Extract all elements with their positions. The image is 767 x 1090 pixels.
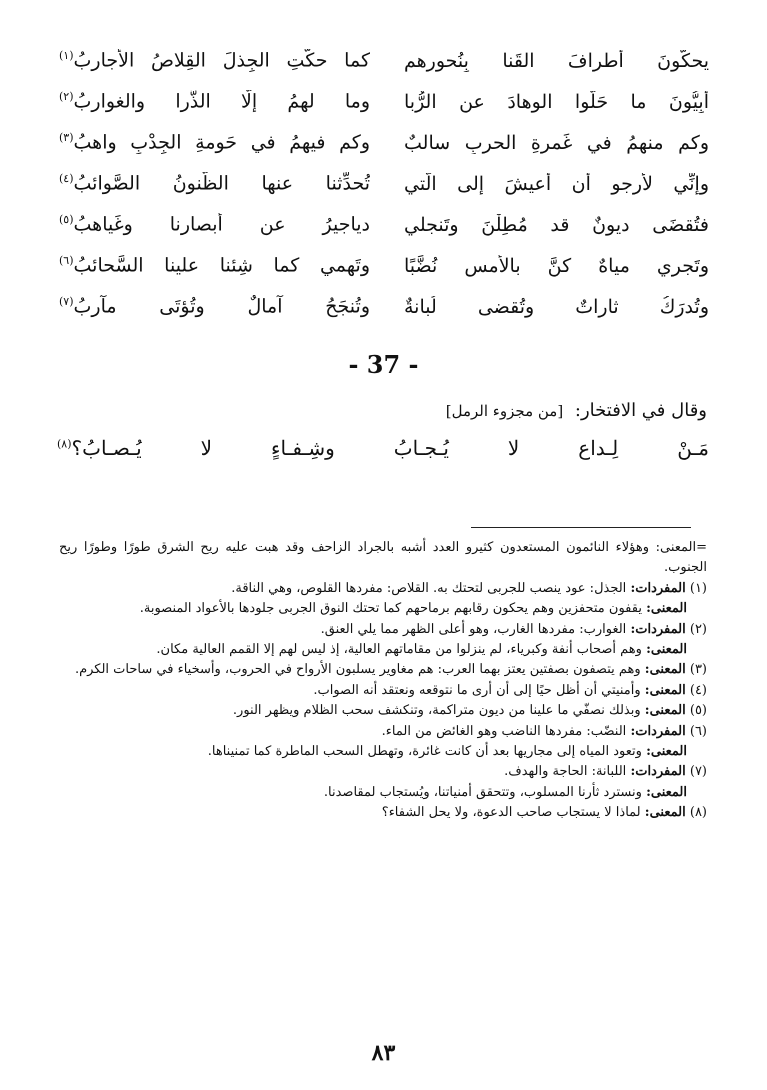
footnote-ref[interactable]: (٥): [59, 213, 74, 227]
intro-text: وقال في الافتخار:: [574, 400, 707, 421]
verse-second-hemistich: وتَهمي كما شِئنا علينا السَّحائبُ$^{(٦)}$: [59, 254, 370, 277]
footnote-item: (٥) المعنى: وبذلك نصفّي ما علينا من ديون متراكمة، وتنكشف سحب الظلام ويظهر النور.: [232, 703, 707, 719]
footnote-ref[interactable]: (٣): [59, 131, 74, 145]
footnote-separator: [471, 527, 691, 528]
verse-first-hemistich: وتَجري مياهٌ كنَّ بالأمسِ نُضَّبًا: [404, 254, 709, 277]
footnote-item: المعنى: وهم أصحاب أنفة وكبرياء، لم ينزلوا من مقاماتهم العالية، إذ ليس لهم إلا القمم العالية مكان.: [156, 642, 687, 658]
verse-3: [59, 122, 709, 163]
footnote-ref[interactable]: (٧): [59, 295, 74, 309]
verse-4: [59, 163, 709, 204]
footnote-ref[interactable]: (١): [59, 49, 74, 63]
verse-1: [59, 40, 709, 81]
poem-verses: [59, 40, 709, 327]
footnote-item: (٧) المفردات: اللبانة: الحاجة والهدف.: [504, 764, 707, 780]
footnote-item: (٣) المعنى: وهم يتصفون بصفتين يعتز بهما العرب: هم مغاوير يسلبون الأرواح في الحروب، وأسخياء في ساحات الكرم.: [74, 662, 707, 678]
footnote-ref[interactable]: (٤): [59, 172, 74, 186]
footnote-item: (٦) المفردات: النضّب: مفردها الناضب وهو الغائض من الماء.: [381, 723, 707, 739]
footnote-item: (٢) المفردات: الغوارب: مفردها الغارب، وهو أعلى الظهر مما يلي العنق.: [320, 621, 707, 637]
footnote-ref[interactable]: (٢): [59, 90, 74, 104]
footnote-item: (٤) المعنى: وأمنيتي أن أظل حيًا إلى أن أرى ما نتوقعه ونعتقد أنه الصواب.: [313, 682, 707, 698]
verse-2: [59, 81, 709, 122]
verse-second-hemistich: وكم فيهمُ في حَومةِ الجِدْبِ واهبُ$^{(٣)}$: [59, 131, 370, 154]
footnote-ref[interactable]: (٦): [59, 254, 74, 268]
footnote-continued: =المعنى: وهؤلاء النائمون المستعدون كثيرو العدد أشبه بالجراد الزاحف وقد هبت عليه ريح الشرق طورًا وطورًا ريح الجنوب.: [59, 540, 707, 576]
verse-first-hemistich: وكم منهمُ في غَمرةِ الحربِ سالبٌ: [404, 131, 709, 154]
poem-intro: [446, 400, 707, 421]
footnotes: [59, 538, 707, 824]
footnote-item: المعنى: وتعود المياه إلى مجاريها بعد أن كانت غائرة، وتهطل السحب الماطرة كما تمنيناها.: [207, 744, 687, 760]
footnote-item: (١) المفردات: الجذل: عود ينصب للجربى لتحتك به. القلاص: مفردها القلوص، وهي الناقة.: [231, 580, 707, 596]
footnote-item: المعنى: يقفون متحفزين وهم يحكون رقابهم برماحهم كما تحتك النوق الجربى جلودها بالأعواد المنصوبة.: [139, 601, 687, 617]
footnote-item: (٨) المعنى: لماذا لا يستجاب صاحب الدعوة، ولا يحل الشفاء؟: [381, 805, 707, 821]
footnote-item: المعنى: ونسترد ثأرنا المسلوب، وتتحقق أمنياتنا، ويُستجاب لمقاصدنا.: [323, 784, 687, 800]
verse-second-hemistich: دياجيرُ عن أبصارنا وغَياهبُ$^{(٥)}$: [59, 213, 370, 236]
verse-5: [59, 204, 709, 245]
verse-6: [59, 245, 709, 286]
single-verse: مَـنْ لِـداعٍ لا يُـجـابُ وشِـفـاءٍ لا يُـصـابُ؟$^{(٨)}$: [57, 436, 709, 460]
verse-first-hemistich: فتُقضَى ديونٌ قد مُطِلْنَ وتَنجلي: [404, 213, 709, 236]
poem-number: - 37 -: [348, 350, 419, 379]
verse-second-hemistich: تُحدِّثنا عنها الظُّنونُ الصَّوائبُ$^{(٤)}$: [59, 172, 370, 195]
verse-first-hemistich: يحكّونَ أطرافَ القَنا بِنُحورهم: [404, 49, 709, 72]
verse-second-hemistich: وتُنجَحُ آمالٌ وتُؤتَى مآربُ$^{(٧)}$: [59, 295, 370, 318]
verse-first-hemistich: وإنِّي لأرجو أن أعيشَ إلى الَّتي: [404, 172, 709, 195]
verse-first-hemistich: وتُدرَكُ ثاراتٌ وتُقضى لُبانةٌ: [404, 295, 709, 318]
footnote-ref[interactable]: (٨): [57, 437, 72, 451]
verse-second-hemistich: كما حكّتِ الجِذلَ القِلاصُ الأجاربُ$^{(١)}$: [59, 49, 370, 72]
poem-meter: [من مجزوء الرمل]: [445, 402, 564, 420]
verse-7: [59, 286, 709, 327]
verse-second-hemistich: وما لهمُ إلّا الذُّرا والغواربُ$^{(٢)}$: [59, 90, 370, 113]
verse-first-hemistich: أبِيُّونَ ما حَلّوا الوهادَ عنِ الرُّبا: [404, 90, 709, 113]
page-number: ٨٣: [371, 1040, 396, 1066]
